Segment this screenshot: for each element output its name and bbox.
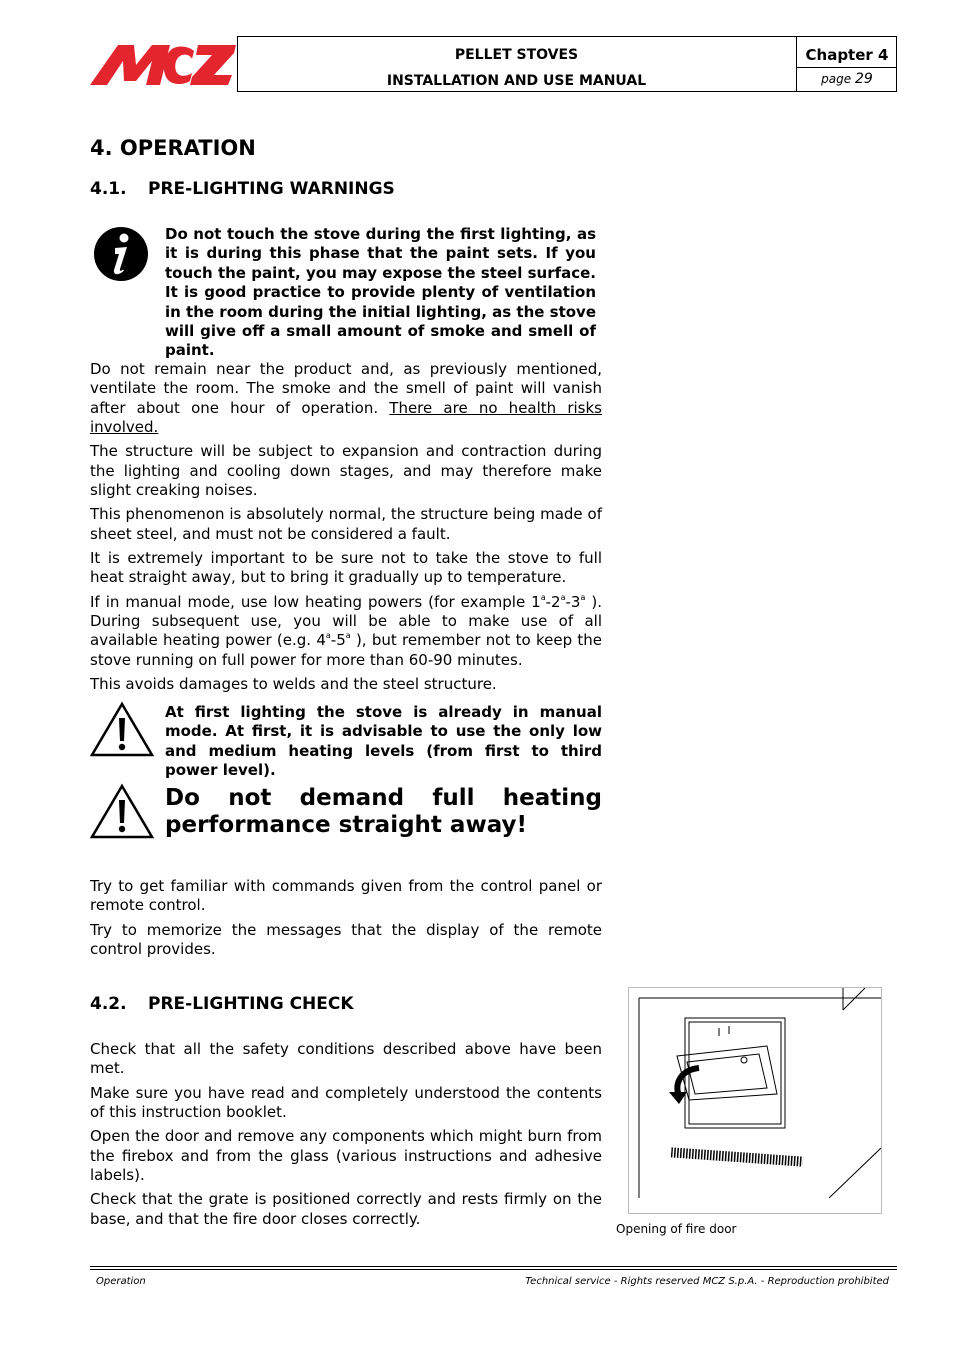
warning-icon <box>90 701 154 757</box>
paragraph: If in manual mode, use low heating powers (for example 1$^a$-2$^a$-3$^a$ ). During subsequent use, you will be able to make use of all available heating power (e.g. 4$^a$-5$^a$ ), but remember not to keep the stove running on full power for more than 60-90 minutes. <box>90 592 602 669</box>
warning-headline: Do not demand full heating performance straight away! <box>165 785 602 838</box>
paragraph: Do not remain near the product and, as previously mentioned, ventilate the room. The smoke and the smell of paint will vanish after about one hour of operation. There are no health risks involved. <box>90 360 602 437</box>
stove-drawing <box>629 988 881 1213</box>
subsection-title-4-2: 4.2. PRE-LIGHTING CHECK <box>90 994 354 1014</box>
paragraph: Check that the grate is positioned correctly and rests firmly on the base, and that the fire door closes correctly. <box>90 1190 602 1228</box>
footer-rule <box>90 1266 897 1267</box>
paragraph: It is extremely important to be sure not to take the stove to full heat straight away, but to bring it gradually up to temperature. <box>90 549 602 587</box>
warnings-body <box>90 360 602 699</box>
header-chapter-box <box>797 36 897 92</box>
mcz-logo <box>90 43 236 87</box>
header-title-line2: INSTALLATION AND USE MANUAL <box>386 73 647 89</box>
paragraph: This avoids damages to welds and the steel structure. <box>90 675 497 694</box>
paragraph: Check that all the safety conditions described above have been met. <box>90 1040 602 1078</box>
paragraph: The structure will be subject to expansion and contraction during the lighting and cooling down stages, and may therefore make slight creaking noises. <box>90 442 602 500</box>
header-title <box>237 36 797 92</box>
paragraph: Make sure you have read and completely understood the contents of this instruction booklet. <box>90 1083 602 1122</box>
section-title: 4. OPERATION <box>90 136 256 160</box>
header-title-line1: PELLET STOVES <box>454 47 579 63</box>
warning-icon <box>90 783 154 839</box>
footer-rule <box>90 1269 897 1270</box>
footer-section: Operation <box>96 1276 146 1287</box>
page-number: page 29 <box>821 71 873 87</box>
paragraph: Open the door and remove any components which might burn from the firebox and from the glass (various instructions and adhesive labels). <box>90 1127 602 1185</box>
subsection-title-4-1: 4.1. PRE-LIGHTING WARNINGS <box>90 179 395 199</box>
footer-rights: Technical service - Rights reserved MCZ S.p.A. - Reproduction prohibited <box>525 1276 889 1287</box>
chapter-label: Chapter 4 <box>797 36 897 68</box>
paragraph: Try to get familiar with commands given from the control panel or remote control. <box>90 877 602 915</box>
paragraph: Try to memorize the messages that the display of the remote control provides. <box>90 920 602 959</box>
paragraph: This phenomenon is absolutely normal, the structure being made of sheet steel, and must not be considered a fault. <box>90 505 602 543</box>
warning-note: At first lighting the stove is already in manual mode. At first, it is advisable to use the only low and medium heating levels (from first to third power level). <box>165 703 602 780</box>
familiarize-body <box>90 877 602 964</box>
check-body <box>90 1040 602 1234</box>
info-icon <box>93 226 149 282</box>
info-note: Do not touch the stove during the first lighting, as it is during this phase that the paint sets. If you touch the paint, you may expose the steel surface. It is good practice to provide plenty of ventilation in the room during the initial lighting, as the stove will give off a small amount of smoke and smell of paint. <box>165 225 596 360</box>
figure-caption: Opening of fire door <box>616 1222 737 1236</box>
fire-door-figure <box>628 987 882 1214</box>
